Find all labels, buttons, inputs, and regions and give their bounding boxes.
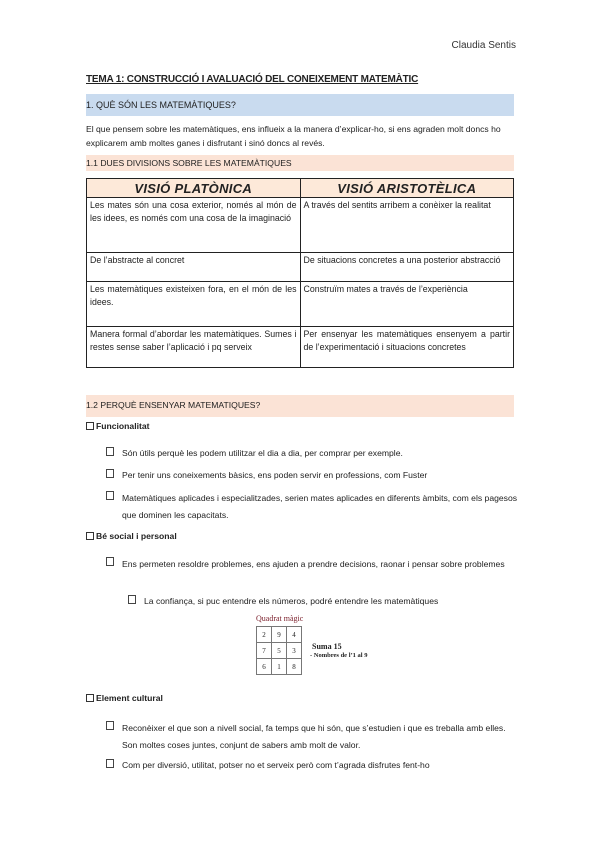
list-item [106, 758, 522, 772]
list-item [106, 468, 522, 482]
table-cell: A través del sentits arribem a conèixer la realitat [300, 198, 514, 253]
table-cell: Manera formal d’abordar les matemàtiques. Sumes i restes sense saber l’aplicació i pq serveix [87, 327, 301, 368]
subheading-element-cultural [86, 693, 163, 703]
section2-heading: 1.1 DUES DIVISIONS SOBRE LES MATEMÀTIQUES [86, 158, 292, 168]
table-cell: Les mates són una cosa exterior, només al món de les idees, es només com una cosa de la imaginació [87, 198, 301, 253]
checkbox-icon [86, 694, 94, 702]
grid-cell: 8 [287, 659, 302, 675]
magic-square-title: Quadrat màgic [256, 614, 304, 623]
table-row [87, 198, 514, 253]
grid-cell: 4 [287, 627, 302, 643]
section3-heading: 1.2 PERQUÈ ENSENYAR MATEMATIQUES? [86, 400, 261, 410]
subheading-label: Bé social i personal [96, 531, 177, 541]
magic-square-note: - Nombres de l’1 al 9 [310, 652, 368, 659]
list-item [106, 490, 522, 524]
bullet-icon [106, 557, 114, 566]
table-cell: De situacions concretes a una posterior abstracció [300, 253, 514, 282]
subheading-label: Element cultural [96, 693, 163, 703]
bullet-icon [106, 491, 114, 500]
grid-cell: 5 [272, 643, 287, 659]
table-row [87, 253, 514, 282]
bullet-icon [106, 447, 114, 456]
table-cell: Construïm mates a través de l’experiència [300, 282, 514, 327]
checkbox-icon [86, 532, 94, 540]
magic-square-grid [256, 626, 302, 675]
grid-cell: 3 [287, 643, 302, 659]
grid-cell: 7 [257, 643, 272, 659]
list-item-text: Com per diversió, utilitat, potser no et serveix però com t’agrada disfrutes fent-ho [122, 760, 430, 770]
bullet-icon [128, 595, 136, 604]
list-subitem [128, 594, 524, 608]
checkbox-icon [86, 422, 94, 430]
section1-heading: 1. QUÈ SÓN LES MATEMÀTIQUES? [86, 100, 236, 110]
list-item-text: Matemàtiques aplicades i especialitzades, serien mates aplicades en diferents àmbits, com els pagesos que dominen les capacitats. [122, 493, 518, 520]
table-header-aristotelian: VISIÓ ARISTOTÈLICA [300, 179, 514, 198]
bullet-icon [106, 759, 114, 768]
grid-cell: 9 [272, 627, 287, 643]
magic-square-sum: Suma 15 [312, 642, 342, 651]
grid-cell: 1 [272, 659, 287, 675]
list-item [106, 720, 522, 754]
grid-cell: 6 [257, 659, 272, 675]
table-header-platonic: VISIÓ PLATÒNICA [87, 179, 301, 198]
list-item-text: Per tenir uns coneixements bàsics, ens poden servir en professions, com Fuster [122, 470, 428, 480]
list-item-text: La confiança, si puc entendre els números, podré entendre les matemàtiques [144, 596, 439, 606]
bullet-icon [106, 721, 114, 730]
comparison-table [86, 178, 514, 368]
subheading-be-social [86, 531, 177, 541]
subheading-label: Funcionalitat [96, 421, 150, 431]
grid-cell: 2 [257, 627, 272, 643]
bullet-icon [106, 469, 114, 478]
page-title: TEMA 1: CONSTRUCCIÓ I AVALUACIÓ DEL CONEIXEMENT MATEMÀTIC [86, 74, 419, 85]
table-cell: De l’abstracte al concret [87, 253, 301, 282]
list-item-text: Reconèixer el que son a nivell social, fa temps que hi són, que s’estudien i que es treballa amb elles. Son moltes coses juntes, conjunt de sabers amb molt de valor. [122, 723, 506, 750]
subheading-funcionalitat [86, 421, 149, 431]
list-item [106, 556, 522, 573]
table-cell: Les matemàtiques existeixen fora, en el món de les idees. [87, 282, 301, 327]
list-item-text: Són útils perquè les podem utilitzar el dia a dia, per comprar per exemple. [122, 448, 403, 458]
author-name: Claudia Sentis [451, 40, 516, 51]
section1-paragraph: El que pensem sobre les matemàtiques, ens influeix a la manera d’explicar-ho, si ens agraden molt doncs ho explicarem amb moltes ganes i disfrutant i sinó doncs al revés. [86, 124, 501, 148]
list-item-text: Ens permeten resoldre problemes, ens ajuden a prendre decisions, raonar i pensar sobre problemes [122, 559, 505, 569]
table-row [87, 327, 514, 368]
table-cell: Per ensenyar les matemàtiques ensenyem a partir de l’experimentació i situacions concretes [300, 327, 514, 368]
list-item [106, 446, 522, 460]
table-row [87, 282, 514, 327]
